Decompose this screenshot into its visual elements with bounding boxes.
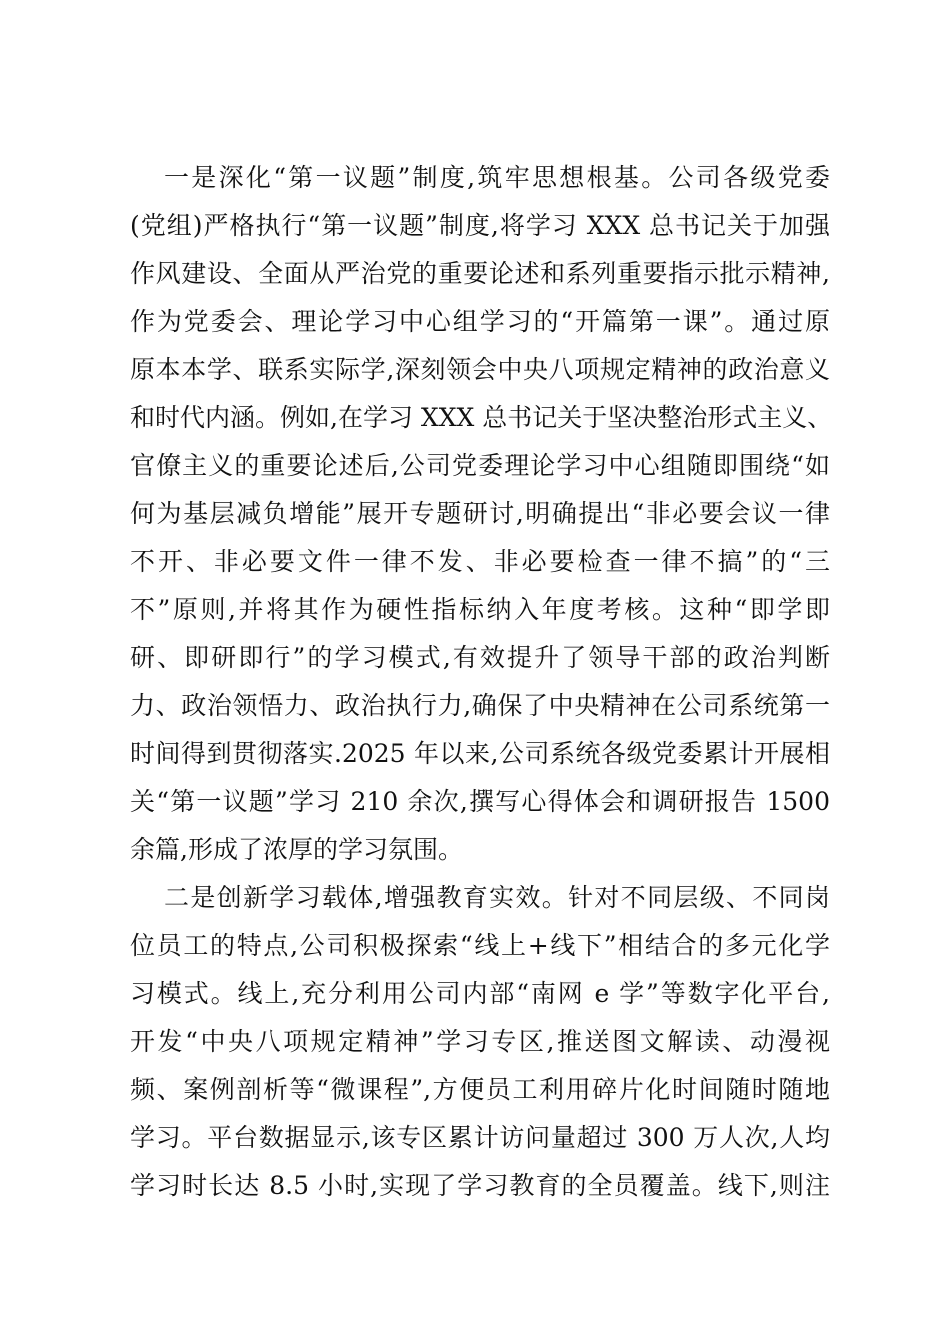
- text-line: 学习。平台数据显示,该专区累计访问量超过 300 万人次,人均: [130, 1123, 830, 1152]
- text-line: 二是创新学习载体,增强教育实效。针对不同层级、不同岗: [164, 883, 830, 912]
- text-line: 不”原则,并将其作为硬性指标纳入年度考核。这种“即学即: [130, 595, 830, 624]
- text-line: 何为基层减负增能”展开专题研讨,明确提出“非必要会议一律: [130, 499, 830, 528]
- text-line: 原本本学、联系实际学,深刻领会中央八项规定精神的政治意义: [130, 355, 830, 384]
- text-line: 学习时长达 8.5 小时,实现了学习教育的全员覆盖。线下,则注: [130, 1171, 830, 1200]
- text-line: 位员工的特点,公司积极探索“线上+线下”相结合的多元化学: [130, 931, 830, 960]
- text-line: 一是深化“第一议题”制度,筑牢思想根基。公司各级党委: [164, 163, 830, 192]
- text-line: (党组)严格执行“第一议题”制度,将学习 XXX 总书记关于加强: [130, 211, 830, 240]
- paragraph-1: [130, 154, 833, 874]
- text-line: 力、政治领悟力、政治执行力,确保了中央精神在公司系统第一: [130, 691, 830, 720]
- document-page: [130, 154, 833, 1210]
- text-line: 开发“中央八项规定精神”学习专区,推送图文解读、动漫视: [130, 1027, 830, 1056]
- paragraph-2: [130, 874, 830, 1210]
- text-line: 频、案例剖析等“微课程”,方便员工利用碎片化时间随时随地: [130, 1075, 830, 1104]
- text-line: 习模式。线上,充分利用公司内部“南网 e 学”等数字化平台,: [130, 979, 830, 1008]
- text-line: 作为党委会、理论学习中心组学习的“开篇第一课”。通过原: [130, 307, 830, 336]
- text-line: 关“第一议题”学习 210 余次,撰写心得体会和调研报告 1500: [130, 787, 830, 816]
- text-line: 作风建设、全面从严治党的重要论述和系列重要指示批示精神,: [130, 259, 830, 288]
- text-line: 时间得到贯彻落实.2025 年以来,公司系统各级党委累计开展相: [130, 739, 830, 768]
- text-line: 余篇,形成了浓厚的学习氛围。: [130, 835, 463, 864]
- text-line: 不开、非必要文件一律不发、非必要检查一律不搞”的“三: [130, 547, 830, 576]
- text-line: 官僚主义的重要论述后,公司党委理论学习中心组随即围绕“如: [130, 451, 830, 480]
- text-line: 和时代内涵。例如,在学习 XXX 总书记关于坚决整治形式主义、: [130, 403, 833, 432]
- text-line: 研、即研即行”的学习模式,有效提升了领导干部的政治判断: [130, 643, 830, 672]
